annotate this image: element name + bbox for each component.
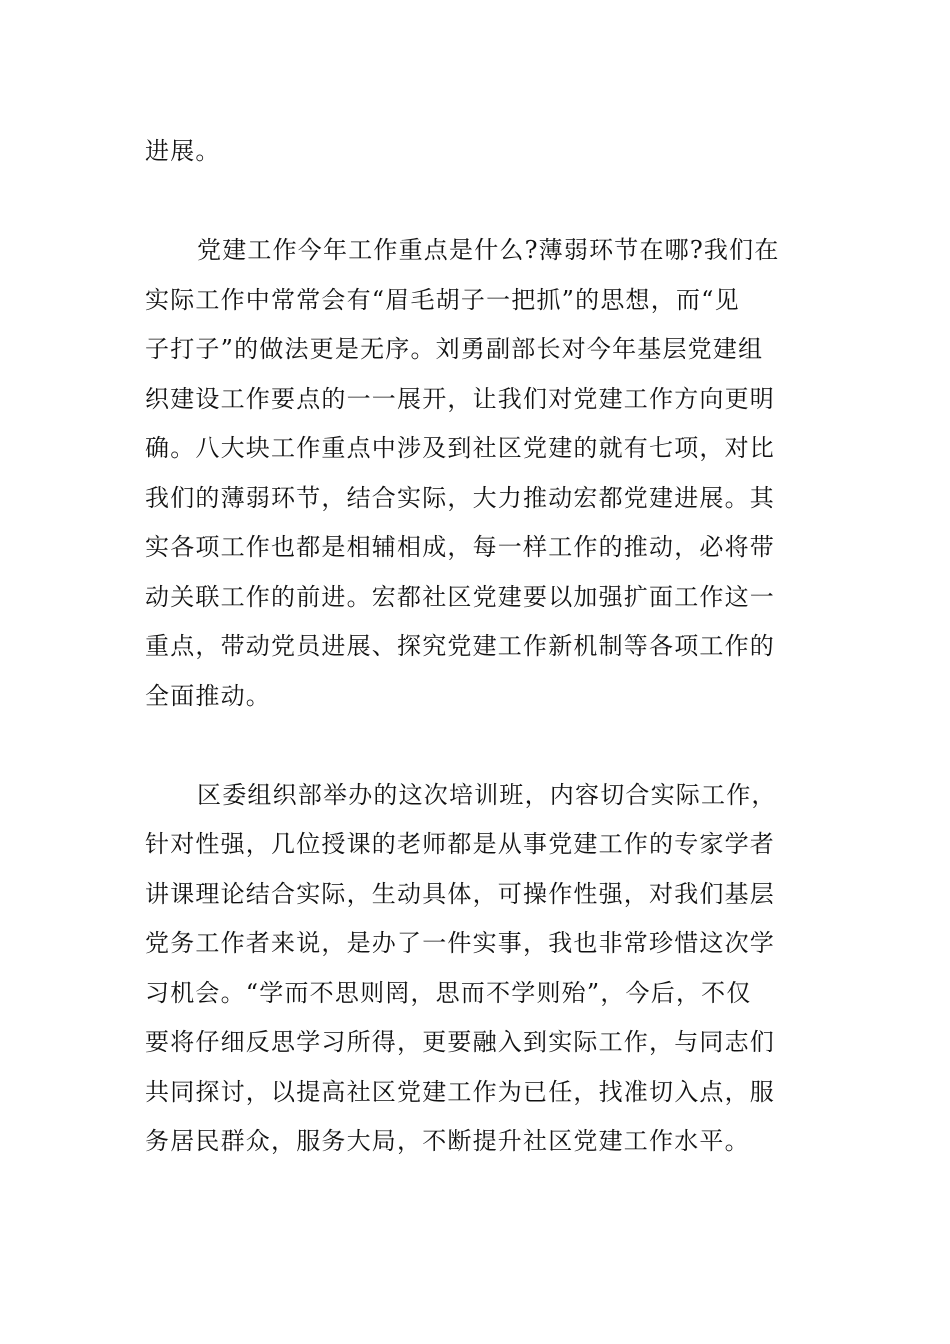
paragraph-2-line-6: 我们的薄弱环节，结合实际，大力推动宏都党建进展。其 [145, 484, 775, 512]
paragraph-2-line-5: 确。八大块工作重点中涉及到社区党建的就有七项，对比 [145, 434, 775, 462]
paragraph-3-line-8: 务居民群众，服务大局，不断提升社区党建工作水平。 [145, 1127, 750, 1155]
paragraph-2-line-10: 全面推动。 [145, 682, 271, 710]
paragraph-2-line-1: 党建工作今年工作重点是什么?薄弱环节在哪?我们在 [197, 236, 780, 264]
paragraph-2-line-4: 织建设工作要点的一一展开，让我们对党建工作方向更明 [145, 385, 775, 413]
paragraph-3-line-2: 针对性强，几位授课的老师都是从事党建工作的专家学者 [145, 830, 775, 858]
paragraph-3-line-4: 党务工作者来说，是办了一件实事，我也非常珍惜这次学 [145, 929, 775, 957]
paragraph-3-line-5: 习机会。“学而不思则罔，思而不学则殆”，今后，不仅 [145, 979, 752, 1007]
paragraph-2-line-9: 重点，带动党员进展、探究党建工作新机制等各项工作的 [145, 632, 775, 660]
paragraph-1-line-1: 进展。 [145, 137, 221, 165]
paragraph-2-line-2: 实际工作中常常会有“眉毛胡子一把抓”的思想，而“见 [145, 286, 740, 314]
paragraph-2-line-3: 子打子”的做法更是无序。刘勇副部长对今年基层党建组 [145, 335, 764, 363]
paragraph-3-line-6: 要将仔细反思学习所得，更要融入到实际工作，与同志们 [145, 1028, 775, 1056]
paragraph-2-line-7: 实各项工作也都是相辅相成，每一样工作的推动，必将带 [145, 533, 775, 561]
paragraph-3-line-1: 区委组织部举办的这次培训班，内容切合实际工作， [197, 781, 777, 809]
paragraph-3-line-3: 讲课理论结合实际，生动具体，可操作性强，对我们基层 [145, 880, 775, 908]
paragraph-2-line-8: 动关联工作的前进。宏都社区党建要以加强扩面工作这一 [145, 583, 775, 611]
paragraph-3-line-7: 共同探讨，以提高社区党建工作为已任，找准切入点，服 [145, 1078, 775, 1106]
